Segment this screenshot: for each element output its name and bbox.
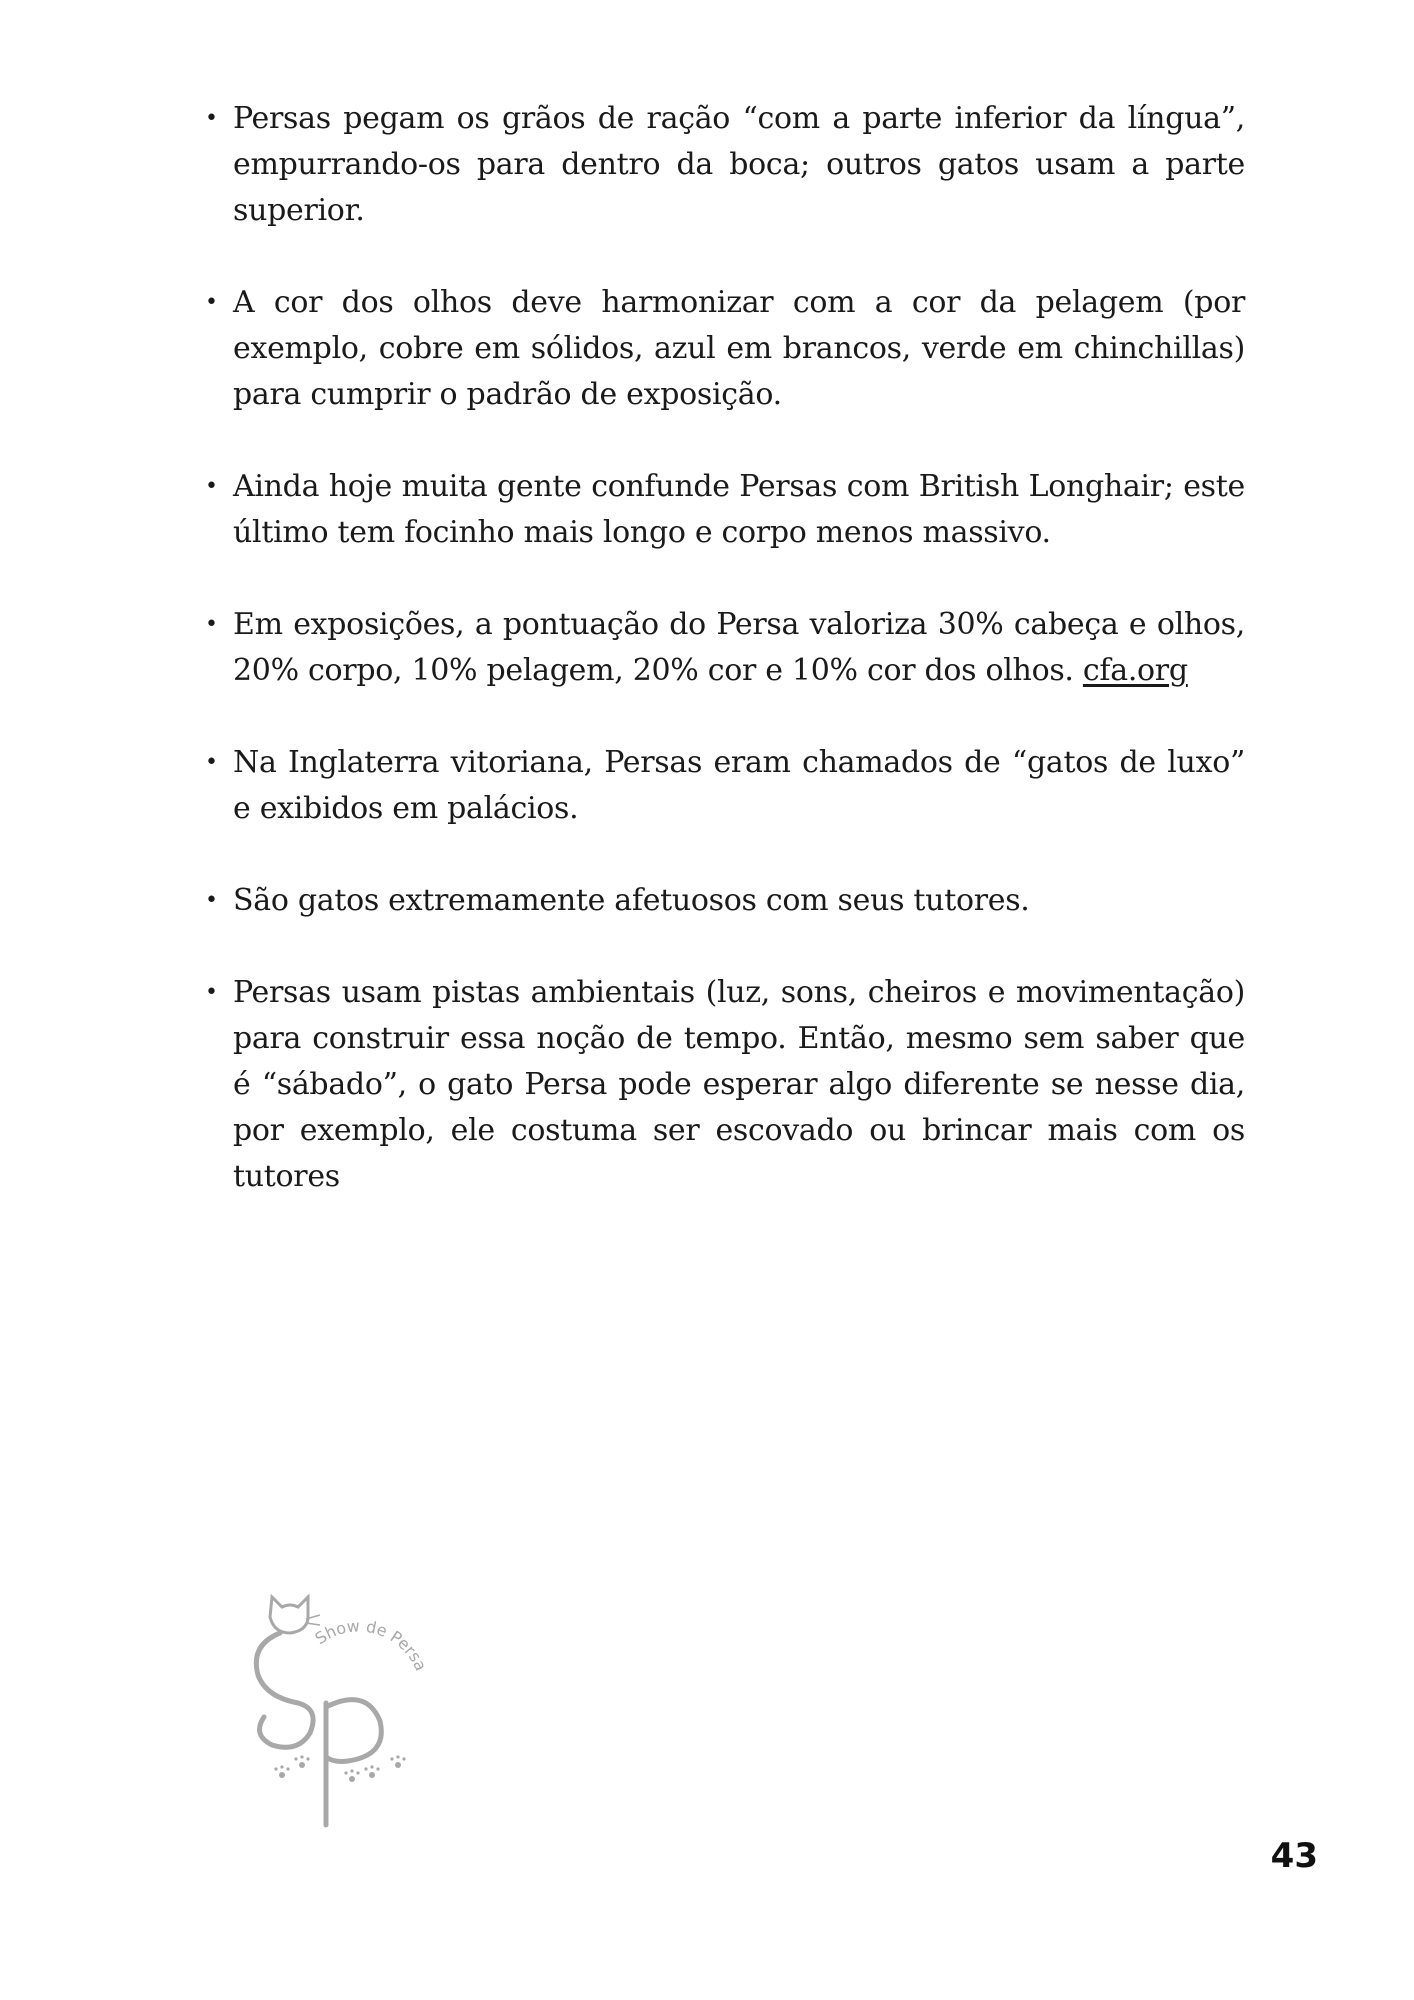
fact-text: Ainda hoje muita gente confunde Persas com British Longhair; este último tem focinho mais longo e corpo menos massivo. <box>233 469 1245 550</box>
fact-text: A cor dos olhos deve harmonizar com a cor da pelagem (por exemplo, cobre em sólidos, azul em brancos, verde em chinchillas) para cumprir o padrão de exposição. <box>233 285 1245 412</box>
list-item <box>205 970 1245 1200</box>
logo-icon <box>240 1575 440 1835</box>
list-item <box>205 464 1245 556</box>
fact-text: Em exposições, a pontuação do Persa valoriza 30% cabeça e olhos, 20% corpo, 10% pelagem, 20% cor e 10% cor dos olhos. <box>233 607 1245 688</box>
list-item <box>205 280 1245 418</box>
list-item <box>205 878 1245 924</box>
bullet: • <box>205 106 218 131</box>
fact-text: São gatos extremamente afetuosos com seus tutores. <box>233 883 1030 918</box>
cfa-link[interactable]: cfa.org <box>1082 653 1188 688</box>
logo-text: Show de Persa <box>311 1616 431 1674</box>
bullet: • <box>205 612 218 637</box>
show-de-persa-logo <box>240 1575 440 1835</box>
list-item <box>205 96 1245 234</box>
list-item <box>205 602 1245 694</box>
fact-text: Na Inglaterra vitoriana, Persas eram chamados de “gatos de luxo” e exibidos em palácios. <box>233 745 1245 826</box>
main-content <box>205 96 1245 1246</box>
bullet: • <box>205 750 218 775</box>
fact-text: Persas pegam os grãos de ração “com a parte inferior da língua”, empurrando-os para dentro da boca; outros gatos usam a parte superior. <box>233 101 1245 228</box>
bullet: • <box>205 290 218 315</box>
facts-list <box>205 96 1245 1200</box>
bullet: • <box>205 888 218 913</box>
bullet: • <box>205 474 218 499</box>
page-number: 43 <box>1270 1836 1318 1876</box>
fact-text: Persas usam pistas ambientais (luz, sons, cheiros e movimentação) para construir essa noção de tempo. Então, mesmo sem saber que é “sábado”, o gato Persa pode esperar algo diferente se nesse dia, por exemplo, ele costuma ser escovado ou brincar mais com os tutores <box>233 975 1245 1194</box>
list-item <box>205 740 1245 832</box>
bullet: • <box>205 980 218 1005</box>
